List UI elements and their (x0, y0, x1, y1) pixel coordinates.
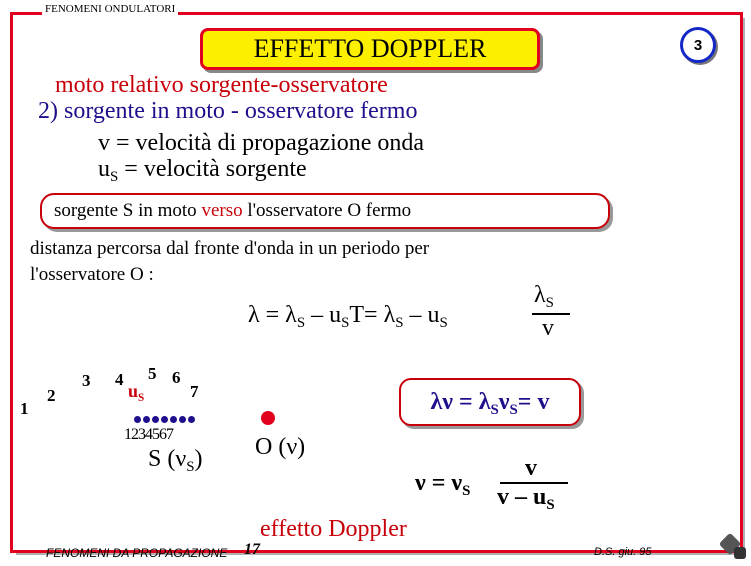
source-position-dot (179, 416, 186, 423)
frequency-denominator: v – $u_S$ (497, 484, 555, 514)
footer-right: D.S. giu. 95 (594, 546, 652, 558)
subtitle-relative-motion: moto relativo sorgente-osservatore (55, 72, 388, 98)
source-position-dot (188, 416, 195, 423)
wavefront-number: 1 (20, 399, 29, 418)
corner-decoration (734, 547, 746, 559)
footer-left: FENOMENI DA PROPAGAZIONE (46, 546, 228, 560)
scenario-text-after: l'osservatore O fermo (242, 200, 412, 221)
source-position-dot (134, 416, 141, 423)
slide-title: EFFETTO DOPPLER (200, 28, 540, 70)
wavefront-number: 6 (172, 368, 181, 387)
wavefront-number: 7 (190, 382, 199, 401)
main-formula-numerator: $\lambda_S$ (534, 282, 554, 312)
main-formula-denominator: v (542, 315, 554, 341)
us-definition-text: = velocità sorgente (118, 156, 307, 182)
wave-equation-box: $\lambda\nu = \lambda_S\nu_S= v$ (399, 378, 581, 426)
us-definition (98, 156, 307, 186)
source-velocity-label: $u_S$ (128, 381, 145, 404)
source-position-dot (161, 416, 168, 423)
scenario-highlight: verso (201, 200, 243, 221)
source-label: S $(\nu_S)$ (148, 446, 203, 476)
observer-dot (261, 411, 275, 425)
footer-page: 17 (244, 541, 260, 558)
distance-text-line1: distanza percorsa dal fronte d'onda in un periodo per (30, 238, 430, 259)
wavefront-number: 3 (82, 371, 91, 390)
distance-text-line2: l'osservatore O : (30, 264, 154, 285)
frequency-formula: $\nu = \nu_S$ (415, 470, 471, 500)
observer-label: O (ν) (255, 434, 306, 460)
us-subscript: S (110, 169, 119, 186)
effect-label: effetto Doppler (260, 516, 407, 542)
section-title: FENOMENI ONDULATORI (42, 3, 178, 15)
case-heading: 2) sorgente in moto - osservatore fermo (38, 98, 418, 124)
scenario-box (40, 193, 610, 229)
source-cluster-label: 1234567 (124, 426, 173, 443)
page-number-badge: 3 (680, 27, 716, 63)
wavefront-number: 2 (47, 386, 56, 405)
source-position-dot (143, 416, 150, 423)
main-formula: $\lambda = \lambda_S - u_ST= \lambda_S - u_S$ (248, 302, 448, 332)
frequency-numerator: v (525, 455, 537, 481)
wavefront-number: 4 (115, 370, 124, 389)
wavefront-number: 5 (148, 364, 157, 383)
source-position-dot (170, 416, 177, 423)
scenario-text-before: sorgente S in moto (54, 200, 202, 221)
v-definition: v = velocità di propagazione onda (98, 130, 425, 156)
source-position-dot (152, 416, 159, 423)
us-symbol: u (98, 156, 110, 182)
